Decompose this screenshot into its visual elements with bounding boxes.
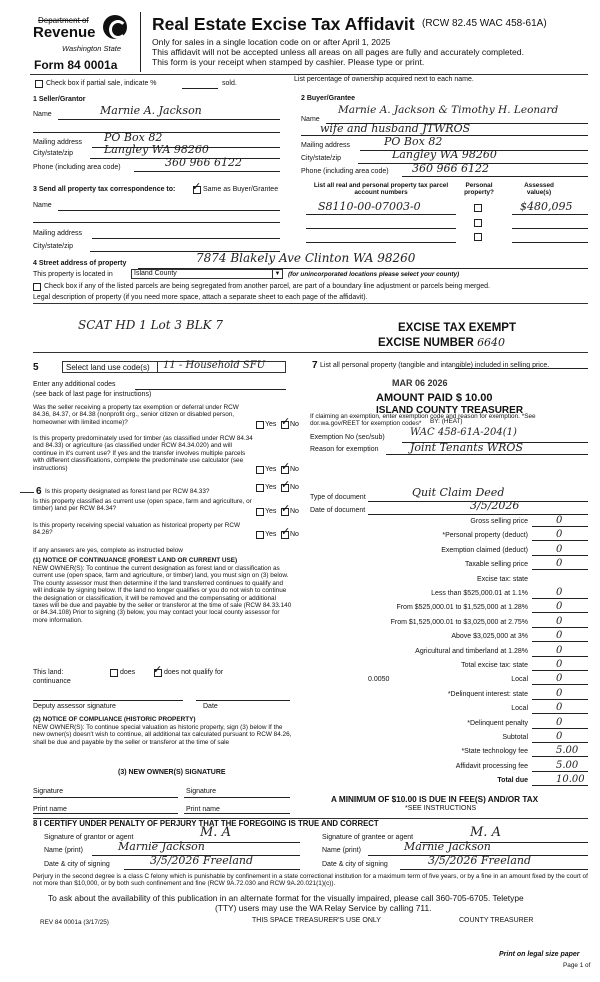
tax-row-value[interactable]: 0 [556,645,563,656]
corr-mail-label: Mailing address [33,230,83,237]
s6-q1-yes-label: Yes [265,484,277,491]
new-owner-sig-heading: (3) NEW OWNER(S) SIGNATURE [118,769,226,776]
tax-row-value[interactable]: 0 [556,616,563,627]
s6-q3-no-label: No [290,531,299,538]
s5-q2-yes-label: Yes [265,466,277,473]
s7-text: List all personal property (tangible and intangible) included in selling price. [320,362,550,369]
tax-row-value[interactable]: 5.00 [556,745,579,756]
land-does-not-label: does not qualify for [164,669,224,676]
s6-q1-no-label: No [290,484,299,491]
tax-row-value[interactable]: 0 [556,544,563,555]
county-treasurer: COUNTY TREASURER [459,917,534,924]
treasurer-use-only: THIS SPACE TREASURER'S USE ONLY [252,917,381,924]
doc-type[interactable]: Quit Claim Deed [412,486,505,499]
compliance-heading: (2) NOTICE OF COMPLIANCE (HISTORIC PROPERTY) [33,716,196,723]
personal-property-checkbox-1[interactable] [474,204,482,212]
land-use-select[interactable]: Select land use code(s) 11 - Household SFU [62,361,286,373]
subtitle-1: Only for sales in a single location code on or after April 1, 2025 [152,37,391,47]
stamp-amount-paid: AMOUNT PAID $ 10.00 [376,392,493,404]
continuance-label: continuance [33,678,71,685]
check-mark-icon: ✓ [153,664,163,676]
s6-q3-yes[interactable] [256,531,264,539]
tax-row-label: Total excise tax: state [461,662,528,669]
reason-label: Reason for exemption [310,446,379,453]
parcels-col3: Assessed value(s) [524,182,554,197]
county-note: (for unincorporated locations please select your county) [288,271,460,278]
grantee-date[interactable]: 3/5/2026 Freeland [428,854,532,867]
tax-row-value[interactable]: 0 [556,587,563,598]
stamp-by: BY: (HEAT) [430,418,463,425]
tax-row-value[interactable]: 0 [556,659,563,670]
reason-exemption[interactable]: Joint Tenants WROS [410,441,523,454]
alt-format-1: To ask about the availability of this publication in an alternate format for the visually impaired, please call 360-705-6705. Teletype [48,893,524,903]
check-mark-icon: ✓ [281,503,291,515]
continuance-text: NEW OWNER(S): To continue the current designation as forest land or classification as current use (open space, farm and agriculture, or timber) land, you must sign on (3) below. The county assessor must then determine if the land transferred continues to qualify and will indicate by signing below. If the land no longer qualifies or you do not wish to continue the designation or classification, it will be removed and the compensating or additional taxes will be due and payable by the seller or transferor at the time of sale (RCW 84.33.140 or 84.34.108) Prior to signing (3) below, you may contact your local county assessor for more information. [33,565,292,624]
parcel-number[interactable]: S8110-00-07003-0 [318,200,421,213]
s5-q1-yes-label: Yes [265,421,277,428]
s5-question-2: Is this property predominately used for timber (as classified under RCW 84.34 and 84.33) or agriculture (as classified under RCW 84.34.020) and will continue in it's current use? If yes and the transfer involves multiple parcels with different classifications, complete the predominate use calculator (see instructions) [33,435,253,472]
s5-number: 5 [33,362,39,373]
s6-number: 6 [36,486,42,497]
tax-row-label: Subtotal [502,734,528,741]
s6-question-3: Is this property receiving special valuation as historical property per RCW 84.26? [33,522,241,537]
s6-q2-no-label: No [290,508,299,515]
form-number: Form 84 0001a [34,58,118,72]
chevron-down-icon: ▼ [272,270,282,278]
tax-row-value[interactable]: 0 [556,630,563,641]
seller-mail-label: Mailing address [33,139,83,146]
tax-row-label: Excise tax: state [477,576,528,583]
tax-row-label: Less than $525,000.01 at 1.1% [431,590,528,597]
segregated-label: Check box if any of the listed parcels are being segregated from another parcel, are part of a boundary line adjustment or parcels being merged. [44,283,490,290]
tax-row-label: Local [511,676,528,683]
buyer-heading: 2 Buyer/Grantee [301,95,356,102]
check-mark-icon: ✓ [281,526,291,538]
s6-q2-yes[interactable] [256,508,264,516]
legal-description[interactable]: SCAT HD 1 Lot 3 BLK 7 [78,318,224,332]
ownership-note: List percentage of ownership acquired next to each name. [294,76,474,83]
tax-row-value[interactable]: 0 [556,673,563,684]
s6-question-1: Is this property designated as forest land per RCW 84.33? [45,488,210,495]
grantee-signature[interactable]: M. A [470,825,501,840]
grantor-date[interactable]: 3/5/2026 Freeland [150,854,254,867]
grantor-signature[interactable]: M. A [200,825,231,840]
tax-row-value[interactable]: 10.00 [556,774,585,785]
seller-phone-label: Phone (including area code) [33,164,121,171]
perjury-notice: Perjury in the second degree is a class C felony which is punishable by confinement in a state correctional institution for a maximum term of five years, or by a fine in an amount fixed by the court of not more than $10,000, or by both such confinement and fine (RCW 9A.72.030 and RCW 9A.20.021(1)(c)). [33,873,588,888]
grantee-name[interactable]: Marnie Jackson [404,840,491,853]
assessed-value[interactable]: $480,095 [520,200,573,213]
tax-row-label: From $525,000.01 to $1,525,000 at 1.28% [396,604,528,611]
buyer-city[interactable]: Langley WA 98260 [392,148,497,161]
correspondence-heading: 3 Send all property tax correspondence to: [33,186,176,193]
s6-q1-yes[interactable] [256,484,264,492]
check-mark-icon: ✓ [281,416,291,428]
parcels-col1: List all real and personal property tax parcel account numbers [313,182,449,197]
buyer-phone-label: Phone (including area code) [301,168,389,175]
revenue-logo [103,15,127,39]
grantor-name-label: Name (print) [44,847,83,854]
tax-row-label: Local [511,705,528,712]
partial-sale-label: Check box if partial sale, indicate % [46,80,157,87]
tax-row-label: *Personal property (deduct) [442,532,528,539]
stamp-treasurer: ISLAND COUNTY TREASURER [376,405,524,416]
tax-row-label: Total due [497,777,528,784]
seller-city-label: City/state/zip [33,150,74,157]
corr-city-label: City/state/zip [33,243,74,250]
seller-heading: 1 Seller/Grantor [33,96,86,103]
this-land-label: This land: [33,669,64,676]
grantee-date-label: Date & city of signing [322,861,388,868]
legal-size-note: Print on legal size paper [499,951,580,958]
local-rate: 0.0050 [368,676,390,683]
tax-row-value[interactable]: 0 [556,515,563,526]
check-mark-icon: ✓ [281,461,291,473]
check-mark-icon: ✓ [281,479,291,491]
stamp-excise-number-label: EXCISE NUMBER 6640 [378,336,506,349]
partial-sale-sold: sold. [222,80,237,87]
grantor-sig-label: Signature of grantor or agent [44,834,134,841]
partial-sale-checkbox[interactable] [35,80,43,88]
doc-date[interactable]: 3/5/2026 [470,499,520,512]
owner-signature-1: Signature [33,788,63,795]
owner-print-2: Print name [186,806,220,813]
buyer-city-label: City/state/zip [301,155,342,162]
buyer-name[interactable]: Marnie A. Jackson & Timothy H. Leonard [338,104,559,116]
tax-row-label: Agricultural and timberland at 1.28% [415,648,528,655]
s5-q2-no-label: No [290,466,299,473]
deputy-date-label: Date [203,703,218,710]
property-heading: 4 Street address of property [33,260,127,267]
land-does-checkbox[interactable] [110,669,118,677]
page-number: Page 1 of [563,962,591,969]
minimum-due-note: A MINIMUM OF $10.00 IS DUE IN FEE(S) AND/OR TAX [331,795,539,804]
county-select[interactable]: Island County ▼ [131,269,283,279]
s6-q3-yes-label: Yes [265,531,277,538]
continuance-heading: (1) NOTICE OF CONTINUANCE (FOREST LAND OR CURRENT USE) [33,557,238,564]
corr-name-label: Name [33,202,52,209]
buyer-mail[interactable]: PO Box 82 [384,135,443,148]
s8-heading: 8 I CERTIFY UNDER PENALTY OF PERJURY THAT THE FOREGOING IS TRUE AND CORRECT [33,819,379,828]
land-use-code: 11 - Household SFU [163,360,266,371]
tax-row-label: Affidavit processing fee [455,763,528,770]
tax-row-label: Gross selling price [470,518,528,525]
grantee-sig-label: Signature of grantee or agent [322,834,414,841]
seller-name[interactable]: Marnie A. Jackson [100,104,202,117]
buyer-phone[interactable]: 360 966 6122 [412,162,489,175]
parcels-col2: Personal property? [464,182,494,197]
form-title: Real Estate Excise Tax Affidavit [152,14,415,34]
tax-row-label: *State technology fee [461,748,528,755]
doc-date-label: Date of document [310,507,366,514]
dept-state: Washington State [62,44,122,53]
exemption-no[interactable]: WAC 458-61A-204(1) [410,427,517,438]
seller-city[interactable]: Langley WA 98260 [104,143,209,156]
s7-number: 7 [312,360,318,371]
tax-row-label: *Delinquent interest: state [447,691,528,698]
tax-row-value[interactable]: 5.00 [556,760,579,771]
dept-top: Department of [38,16,89,25]
s6-q2-yes-label: Yes [265,508,277,515]
s5-question-1: Was the seller receiving a property tax exemption or deferral under RCW 84.36, 84.37, or 84.38 (nonprofit org., senior citizen or disabled person, homeowner with limited income)? [33,404,239,426]
property-address[interactable]: 7874 Blakely Ave Clinton WA 98260 [196,251,416,265]
form-title-ref: (RCW 82.45 WAC 458-61A) [422,18,547,29]
grantor-date-label: Date & city of signing [44,861,110,868]
check-mark-icon: ✓ [192,181,202,193]
buyer-mail-label: Mailing address [301,142,351,149]
s5-q1-no-label: No [290,421,299,428]
tax-row-value[interactable]: 0 [556,558,563,569]
if-yes-label: If any answers are yes, complete as instructed below [33,547,183,554]
tax-row-label: Taxable selling price [464,561,528,568]
subtitle-3: This form is your receipt when stamped by cashier. Please type or print. [152,57,425,67]
seller-phone[interactable]: 360 966 6122 [165,156,242,169]
s5-q2-yes[interactable] [256,466,264,474]
owner-print-1: Print name [33,806,67,813]
owner-signature-2: Signature [186,788,216,795]
tax-row-value[interactable]: 0 [556,529,563,540]
seller-name-label: Name [33,111,52,118]
county-label: This property is located in [33,271,113,278]
stamp-date: MAR 06 2026 [392,378,448,388]
s6-question-2: Is this property classified as current use (open space, farm and agriculture, or timber) land per RCW 84.34? [33,498,252,513]
s5-q1-yes[interactable] [256,421,264,429]
tax-row-value[interactable]: 0 [556,601,563,612]
grantee-name-label: Name (print) [322,847,361,854]
compliance-text: NEW OWNER(S): To continue special valuation as historic property, sign (3) below If the new owner(s) doesn't wish to continue, all additional tax calculated pursuant to RCW 84.26, shall be due and payable by the seller or transferor at the time of sale [33,724,292,746]
dept-name: Revenue [33,24,96,41]
tax-row-value[interactable]: 0 [556,731,563,742]
land-does-label: does [120,669,136,676]
buyer-name-label: Name [301,116,320,123]
tax-row-value[interactable]: 0 [556,702,563,713]
exemption-no-label: Exemption No (sec/sub) [310,434,385,441]
buyer-name-2[interactable]: wife and husband JTWROS [320,122,471,135]
exemption-text: If claiming an exemption, enter exemption code and reason for exemption. *See dor.wa.gov/REET for exemption codes* [310,413,536,428]
stamp-exempt: EXCISE TAX EXEMPT [398,322,517,334]
same-as-buyer-label: Same as Buyer/Grantee [203,186,279,193]
alt-format-2: (TTY) users may use the WA Relay Service by calling 711. [215,903,432,913]
revision: REV 84 0001a (3/17/25) [40,919,109,926]
tax-row-value[interactable]: 0 [556,688,563,699]
deputy-label: Deputy assessor signature [33,703,116,710]
tax-row-value[interactable]: 0 [556,717,563,728]
legal-label: Legal description of property (if you need more space, attach a separate sheet to each page of the affidavit). [33,294,368,301]
doc-type-label: Type of document [310,494,366,501]
segregated-checkbox[interactable] [33,283,41,291]
tax-row-label: Above $3,025,000 at 3% [451,633,528,640]
personal-property-checkbox-3[interactable] [474,233,482,241]
subtitle-2: This affidavit will not be accepted unless all areas on all pages are fully and accurately completed. [152,47,524,57]
see-back-label: (see back of last page for instructions) [33,391,152,398]
stamp-excise-number: 6640 [477,336,506,349]
tax-row-label: *Delinquent penalty [467,720,528,727]
tax-row-label: From $1,525,000.01 to $3,025,000 at 2.75% [390,619,528,626]
seller-mail[interactable]: PO Box 82 [104,131,163,144]
additional-codes-label: Enter any additional codes [33,381,116,388]
tax-row-label: Exemption claimed (deduct) [441,547,528,554]
see-instructions: *SEE INSTRUCTIONS [405,805,477,812]
personal-property-checkbox-2[interactable] [474,219,482,227]
grantor-name[interactable]: Marnie Jackson [118,840,205,853]
